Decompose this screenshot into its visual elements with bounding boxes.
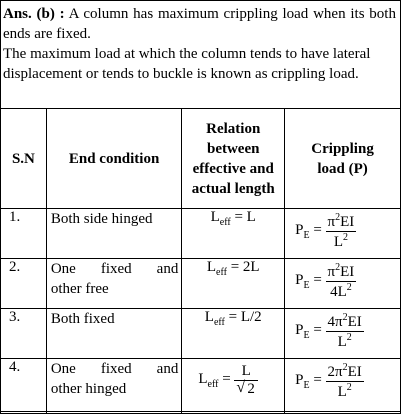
row-sn: 4. — [1, 359, 47, 414]
table-row — [1, 359, 401, 414]
load-fraction: $\frac{\pi^2EI}{4L^2}$ — [327, 262, 355, 300]
answer-label: Ans. (b) : — [3, 6, 65, 22]
header-load: Crippling load (P) — [285, 109, 401, 209]
header-relation: Relation between effective and actual length — [182, 109, 285, 209]
row-relation: $L_{eff}$ = L √ 2 — [182, 359, 285, 414]
row-sn: 1. — [1, 209, 47, 259]
answer-line2: The maximum load at which the column tends to have lateral displacement or tends to buckle is known as crippling load. — [3, 46, 371, 82]
answer-block — [3, 4, 396, 84]
row-relation: $L_{eff} = 2L$ — [182, 259, 285, 309]
answer-line1: A column has maximum crippling load when its both ends are fixed. — [3, 6, 396, 42]
sqrt-symbol: √ 2 — [236, 379, 255, 397]
row-condition: Both fixed — [46, 309, 182, 359]
row-sn: 2. — [1, 259, 47, 309]
row-load: $P_E$ = $\frac{2\pi^2EI}{L^2}$ — [285, 359, 401, 414]
row-relation: $L_{eff} = L$ — [182, 209, 285, 259]
header-sn: S.N — [1, 109, 47, 209]
row-condition: Both side hinged — [46, 209, 182, 259]
row-sn: 3. — [1, 309, 47, 359]
crippling-load-table — [0, 108, 401, 414]
row-condition: One fixed and other free — [46, 259, 182, 309]
relation-fraction: L √ 2 — [234, 363, 258, 398]
row-load: $P_E$ = $\frac{4\pi^2EI}{L^2}$ — [285, 309, 401, 359]
load-fraction: $\frac{4\pi^2EI}{L^2}$ — [327, 312, 362, 350]
table-row — [1, 209, 401, 259]
header-condition: End condition — [46, 109, 182, 209]
row-condition: One fixed and other hinged — [46, 359, 182, 414]
row-load: $P_E$ = $\frac{\pi^2EI}{4L^2}$ — [285, 259, 401, 309]
table-row — [1, 259, 401, 309]
load-fraction: $\frac{\pi^2EI}{L^2}$ — [327, 212, 355, 250]
table-header-row — [1, 109, 401, 209]
row-relation: $L_{eff} = L/2$ — [182, 309, 285, 359]
table-row — [1, 309, 401, 359]
load-fraction: $\frac{2\pi^2EI}{L^2}$ — [327, 362, 362, 400]
row-load: $P_E$ = $\frac{\pi^2EI}{L^2}$ — [285, 209, 401, 259]
